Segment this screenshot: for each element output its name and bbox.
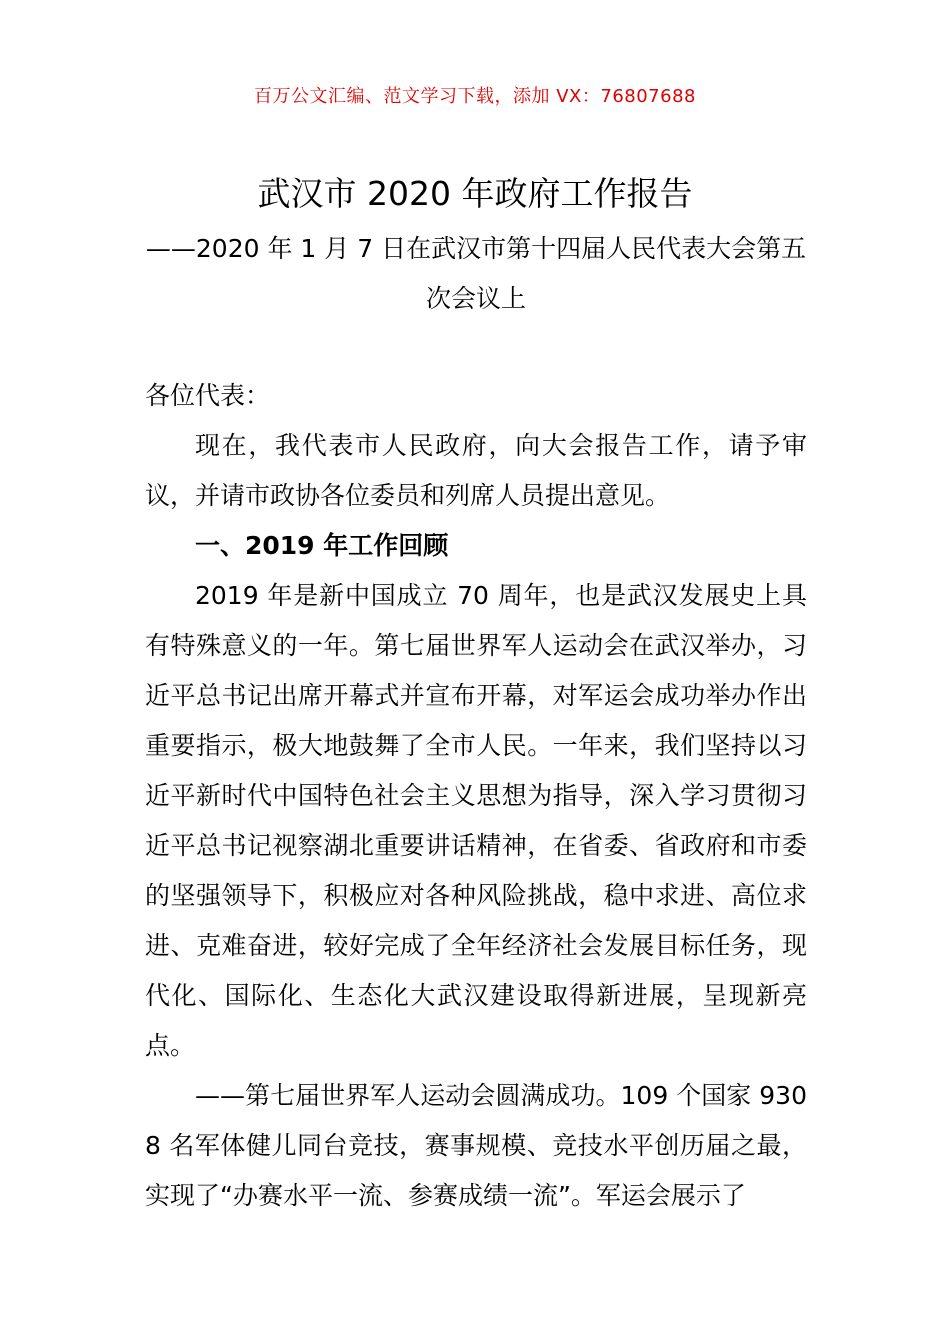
document-title: 武汉市 2020 年政府工作报告 xyxy=(257,174,693,213)
document-subtitle: ——2020 年 1 月 7 日在武汉市第十四届人民代表大会第五次会议上 xyxy=(145,234,807,313)
paragraph-military-games: ——第七届世界军人运动会圆满成功。109 个国家 9308 名军体健儿同台竞技，赛事规模、竞技水平创历届之最，实现了“办赛水平一流、参赛成绩一流”。军运会展示了 xyxy=(145,1081,807,1210)
section-heading: 一、2019 年工作回顾 xyxy=(195,531,449,560)
header-note: 百万公文汇编、范文学习下载，添加 VX：76807688 xyxy=(254,86,696,107)
paragraph-intro: 现在，我代表市人民政府，向大会报告工作，请予审议，并请市政协各位委员和列席人员提出意见。 xyxy=(145,431,807,510)
paragraph-review: 2019 年是新中国成立 70 周年，也是武汉发展史上具有特殊意义的一年。第七届世界军人运动会在武汉举办，习近平总书记出席开幕式并宣布开幕，对军运会成功举办作出重要指示，极大地鼓舞了全市人民。一年来，我们坚持以习近平新时代中国特色社会主义思想为指导，深入学习贯彻习近平总书记视察湖北重要讲话精神，在省委、省政府和市委的坚强领导下，积极应对各种风险挑战，稳中求进、高位求进、克难奋进，较好完成了全年经济社会发展目标任务，现代化、国际化、生态化大武汉建设取得新进展，呈现新亮点。 xyxy=(145,581,807,1060)
document-body xyxy=(145,371,807,1221)
salutation: 各位代表： xyxy=(145,381,271,410)
